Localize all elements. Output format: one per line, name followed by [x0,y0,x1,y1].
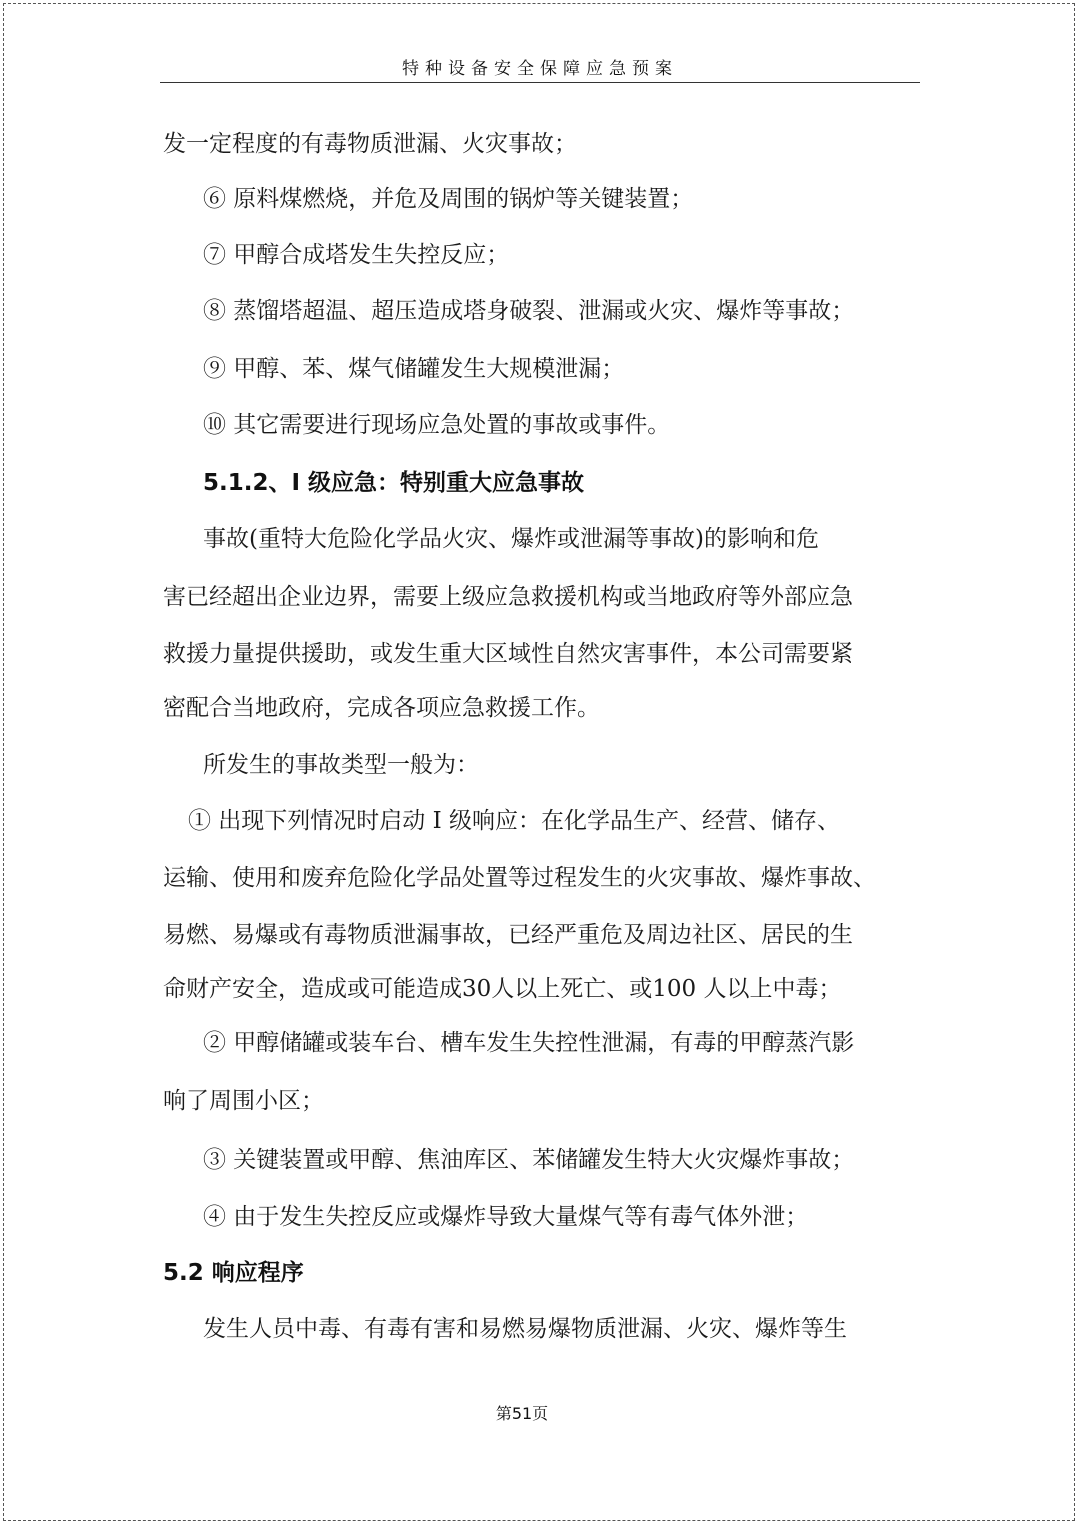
paragraph-line: 命财产安全，造成或可能造成30人以上死亡、或100 人以上中毒； [163,976,842,1002]
paragraph-line: 发生人员中毒、有毒有害和易燃易爆物质泄漏、火灾、爆炸等生 [203,1316,847,1342]
paragraph-line: 救援力量提供援助，或发生重大区域性自然灾害事件，本公司需要紧 [163,641,853,667]
paragraph-line: 运输、使用和废弃危险化学品处置等过程发生的火灾事故、爆炸事故、 [163,865,876,891]
list-item-4: ④ 由于发生失控反应或爆炸导致大量煤气等有毒气体外泄； [203,1204,809,1230]
list-item-8: ⑧ 蒸馏塔超温、超压造成塔身破裂、泄漏或火灾、爆炸等事故； [203,298,855,324]
list-item-1: ① 出现下列情况时启动 I 级响应：在化学品生产、经营、储存、 [188,808,841,834]
list-item-10: ⑩ 其它需要进行现场应急处置的事故或事件。 [203,412,671,438]
paragraph-line: 事故(重特大危险化学品火灾、爆炸或泄漏等事故)的影响和危 [203,526,819,552]
paragraph-line: 所发生的事故类型一般为： [203,752,479,778]
section-heading-5-1-2: 5.1.2、I 级应急：特别重大应急事故 [203,470,585,496]
paragraph-line: 响了周围小区； [163,1088,324,1114]
list-item-7: ⑦ 甲醇合成塔发生失控反应； [203,242,510,268]
list-item-9: ⑨ 甲醇、苯、煤气储罐发生大规模泄漏； [203,356,625,382]
section-heading-5-2: 5.2 响应程序 [163,1260,304,1286]
list-item-6: ⑥ 原料煤燃烧，并危及周围的锅炉等关键装置； [203,186,694,212]
list-item-3: ③ 关键装置或甲醇、焦油库区、苯储罐发生特大火灾爆炸事故； [203,1147,855,1173]
page-border [3,3,1075,1521]
body-line: 发一定程度的有毒物质泄漏、火灾事故； [163,131,577,157]
paragraph-line: 密配合当地政府，完成各项应急救援工作。 [163,695,600,721]
list-item-2: ② 甲醇储罐或装车台、槽车发生失控性泄漏，有毒的甲醇蒸汽影 [203,1030,855,1056]
running-header: 特种设备安全保障应急预案 [160,56,920,83]
paragraph-line: 易燃、易爆或有毒物质泄漏事故，已经严重危及周边社区、居民的生 [163,922,853,948]
page-number: 第51页 [495,1404,549,1423]
paragraph-line: 害已经超出企业边界，需要上级应急救援机构或当地政府等外部应急 [163,584,853,610]
